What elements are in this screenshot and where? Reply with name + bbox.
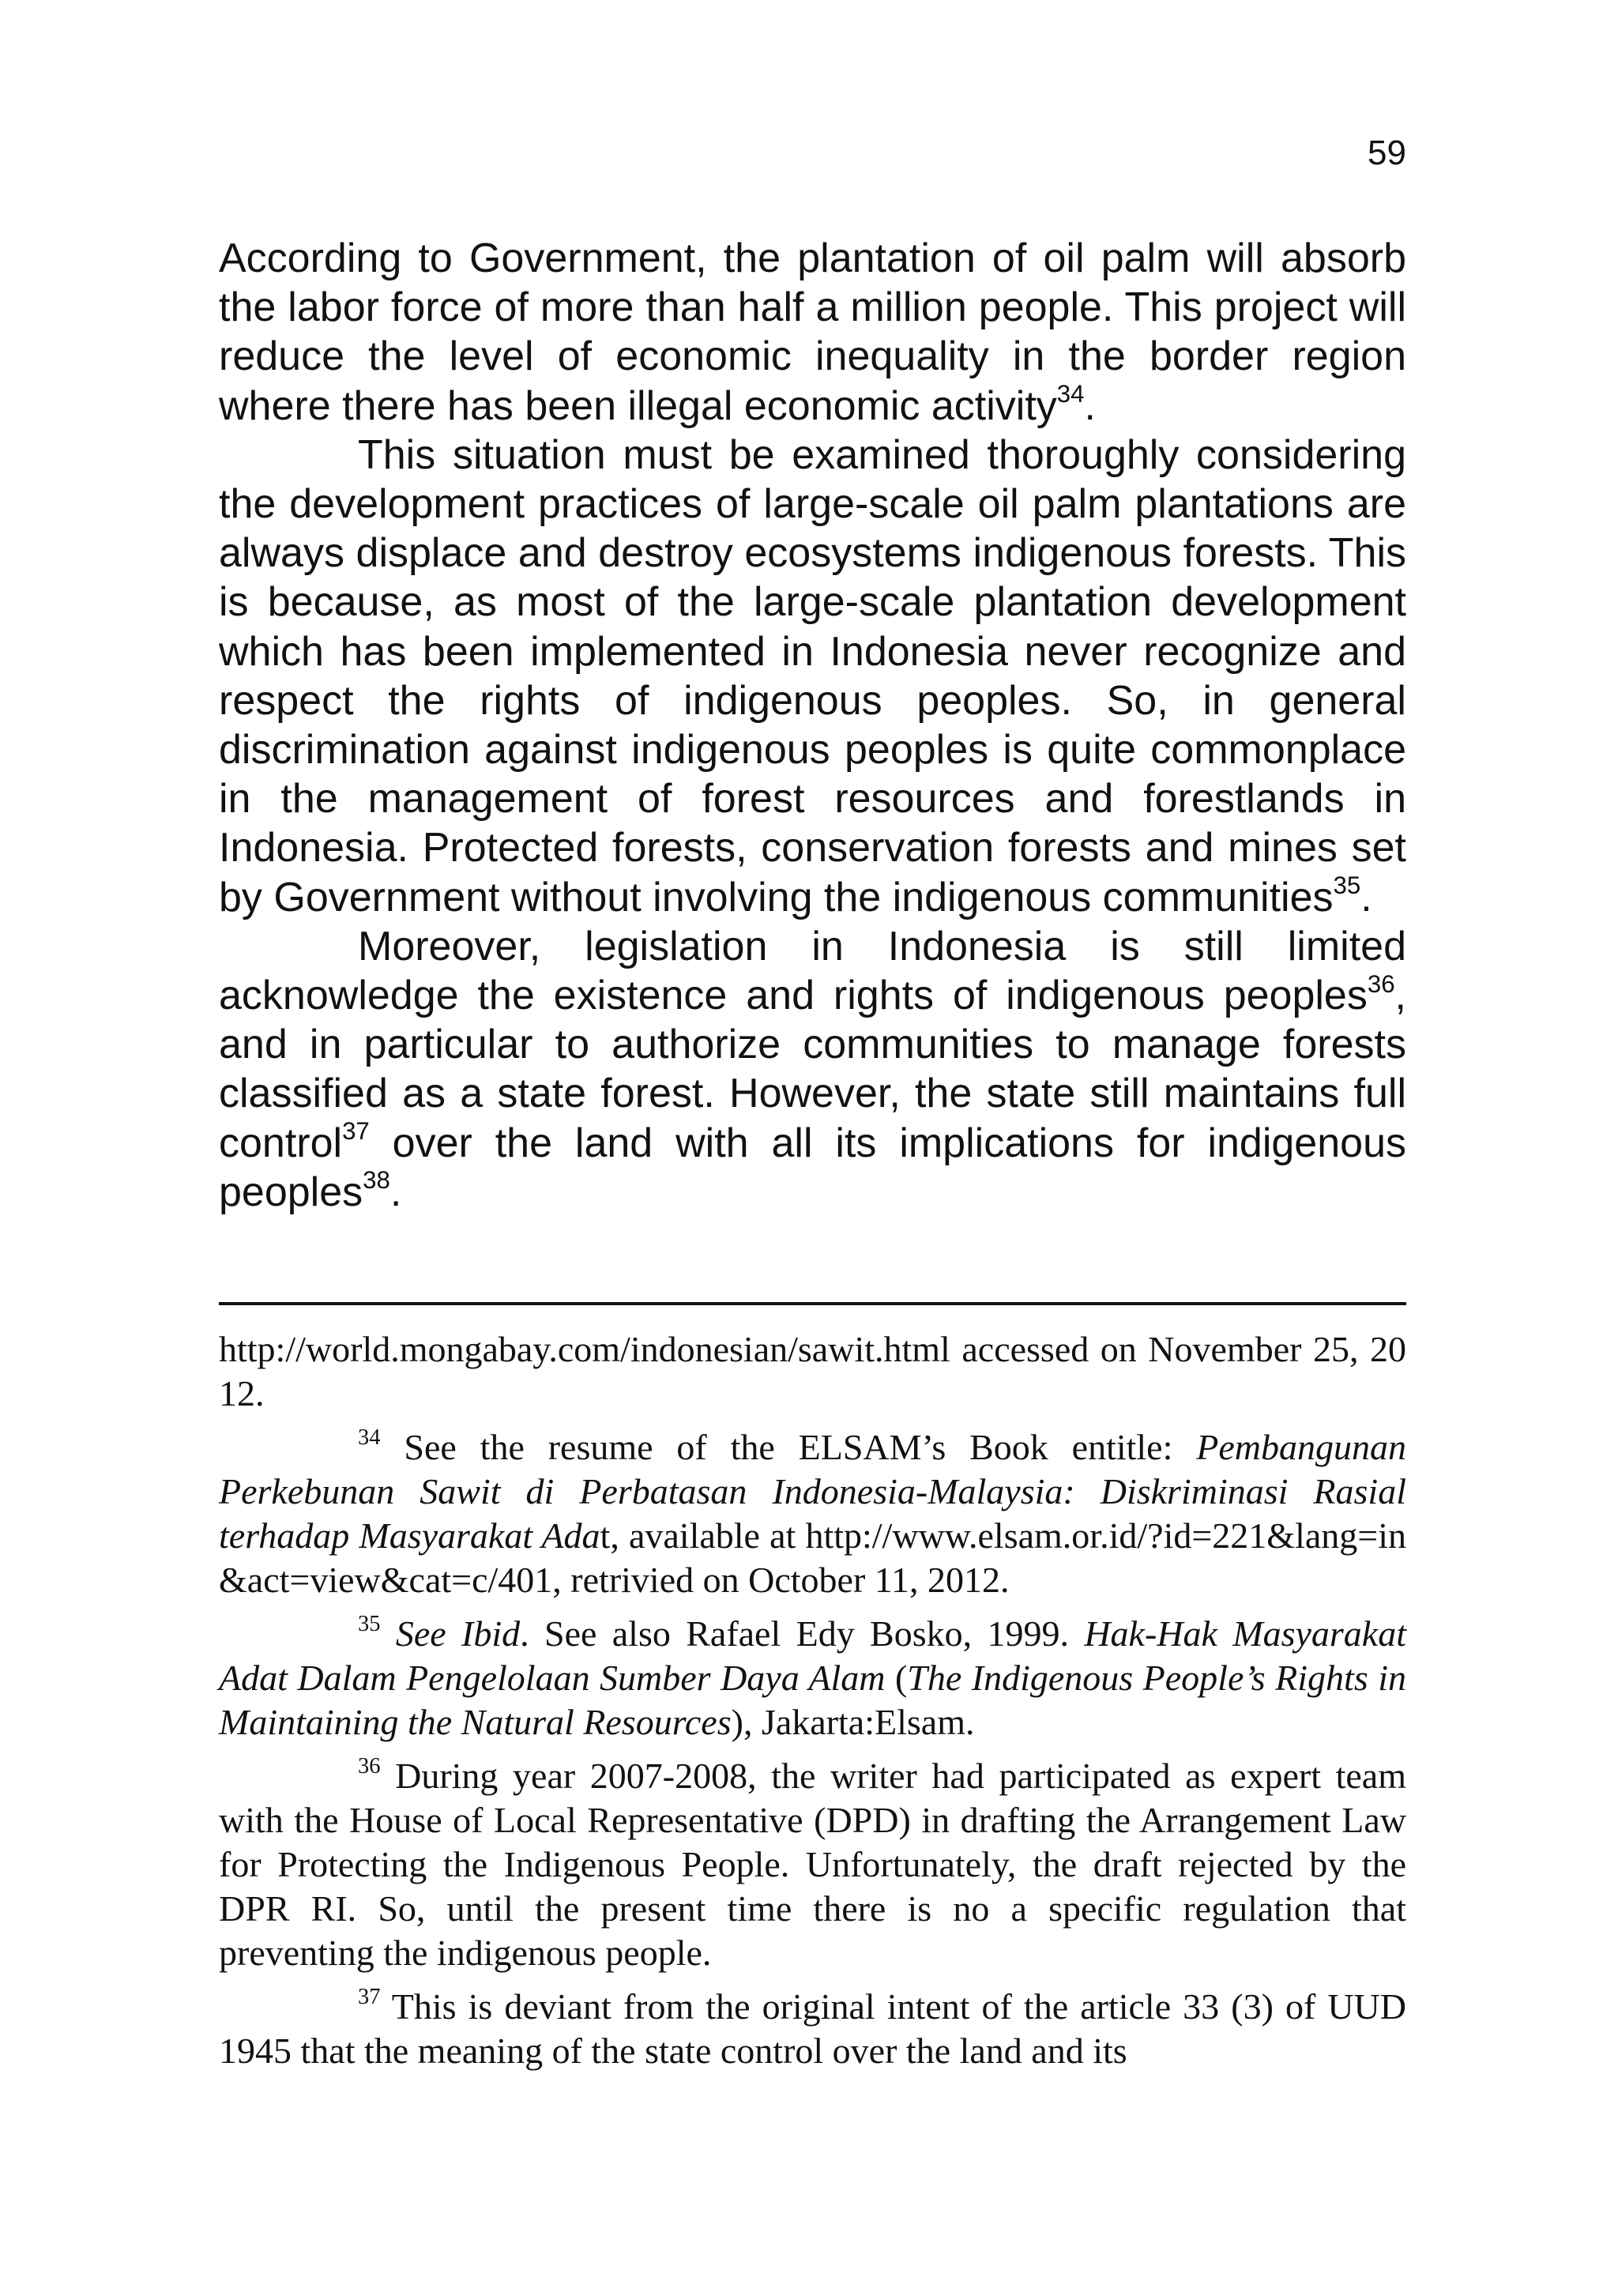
paragraph-text: According to Government, the plantation of oil palm will absorb the labor force of more than half a million people. This project will reduce the level of economic inequality in the border region where there has been illegal economic activity (219, 235, 1406, 429)
paragraph-situation (219, 431, 1406, 922)
footnote-number: 35 (358, 1611, 381, 1636)
footnote-text: This is deviant from the original intent of the article 33 (3) of UUD 1945 that the meaning of the state control over the land and its (219, 1986, 1406, 2071)
footnote-ref-38[interactable]: 38 (363, 1166, 390, 1195)
footnote-text: See the resume of the ELSAM’s Book entitle: (380, 1427, 1197, 1467)
footnote-continued (219, 1327, 1406, 1416)
footnote-text: During year 2007-2008, the writer had participated as expert team with the House of Local Representative (DPD) in drafting the Arrangement Law for Protecting the Indigenous People. Unfortunately, the draft rejected by the DPR RI. So, until the present time there is no a specific regulation that preventing the indigenous people. (219, 1756, 1406, 1973)
footnote-number: 37 (358, 1984, 381, 2009)
footnote-number: 34 (358, 1425, 381, 1450)
footnote-ref-36[interactable]: 36 (1367, 969, 1395, 998)
page-number: 59 (1368, 134, 1406, 172)
footnotes-section (219, 1327, 1406, 2083)
footnote-number: 36 (358, 1753, 381, 1778)
footnote-36 (219, 1754, 1406, 1975)
main-body-text (219, 234, 1406, 1217)
footnote-34 (219, 1425, 1406, 1602)
paragraph-legislation (219, 922, 1406, 1217)
paragraph-text: Moreover, legislation in Indonesia is still limited acknowledge the existence and rights of indigenous peoples (219, 923, 1406, 1019)
footnote-ref-37[interactable]: 37 (342, 1117, 370, 1146)
footnote-35 (219, 1612, 1406, 1745)
book-title: Pembangunan Perkebunan Sawit di Perbatasan Indonesia-Malaysia: Diskriminasi Rasial terhadap Masyarakat Ada (219, 1427, 1406, 1556)
footnote-text: ( (885, 1658, 908, 1698)
footnote-text: . See also Rafael Edy Bosko, 1999. (520, 1613, 1085, 1654)
footnote-text: , retrivied on October 11, 2012. (552, 1560, 1010, 1600)
paragraph-text: over the land with all its implications for indigenous peoples (219, 1120, 1406, 1215)
footnote-text: ), Jakarta:Elsam. (731, 1702, 975, 1742)
paragraph-government-plantation (219, 234, 1406, 431)
paragraph-text: This situation must be examined thoroughly considering the development practices of large-scale oil palm plantations are always displace and destroy ecosystems indigenous forests. This is because, as most of the large-scale plantation development which has been implemented in Indonesia never recognize and respect the rights of indigenous peoples. So, in general discrimination against indigenous peoples is quite commonplace in the management of forest resources and forestlands in Indonesia. Protected forests, conservation forests and mines set by Government without involving the indigenous communities (219, 431, 1406, 920)
paragraph-tail: . (1084, 382, 1096, 429)
footnote-ref-35[interactable]: 35 (1333, 871, 1361, 900)
book-title: Hak-Hak Masyarakat Adat Dalam Pengelolaan Sumber Daya Alam (219, 1613, 1407, 1698)
footnote-text: t, available at (600, 1515, 806, 1556)
book-title-english: The Indigenous People’s Rights in Maintaining the Natural Resources (219, 1658, 1406, 1742)
footnote-link[interactable]: http://www.elsam.or.id/?id=221&lang=in&act=view&cat=c/401 (219, 1515, 1406, 1600)
footnote-divider (219, 1302, 1406, 1305)
footnote-continued-text: http://world.mongabay.com/indonesian/sawit.html accessed on November 25, 2012. (219, 1329, 1406, 1413)
footnote-ref-34[interactable]: 34 (1056, 380, 1085, 408)
paragraph-tail: . (389, 1169, 402, 1215)
paragraph-tail: . (1360, 874, 1372, 920)
paragraph-text: , and in particular to authorize communities to manage forests classified as a state forest. However, the state still maintains full control (219, 973, 1406, 1166)
footnote-37 (219, 1985, 1406, 2073)
see-ibid: See Ibid (380, 1613, 521, 1654)
